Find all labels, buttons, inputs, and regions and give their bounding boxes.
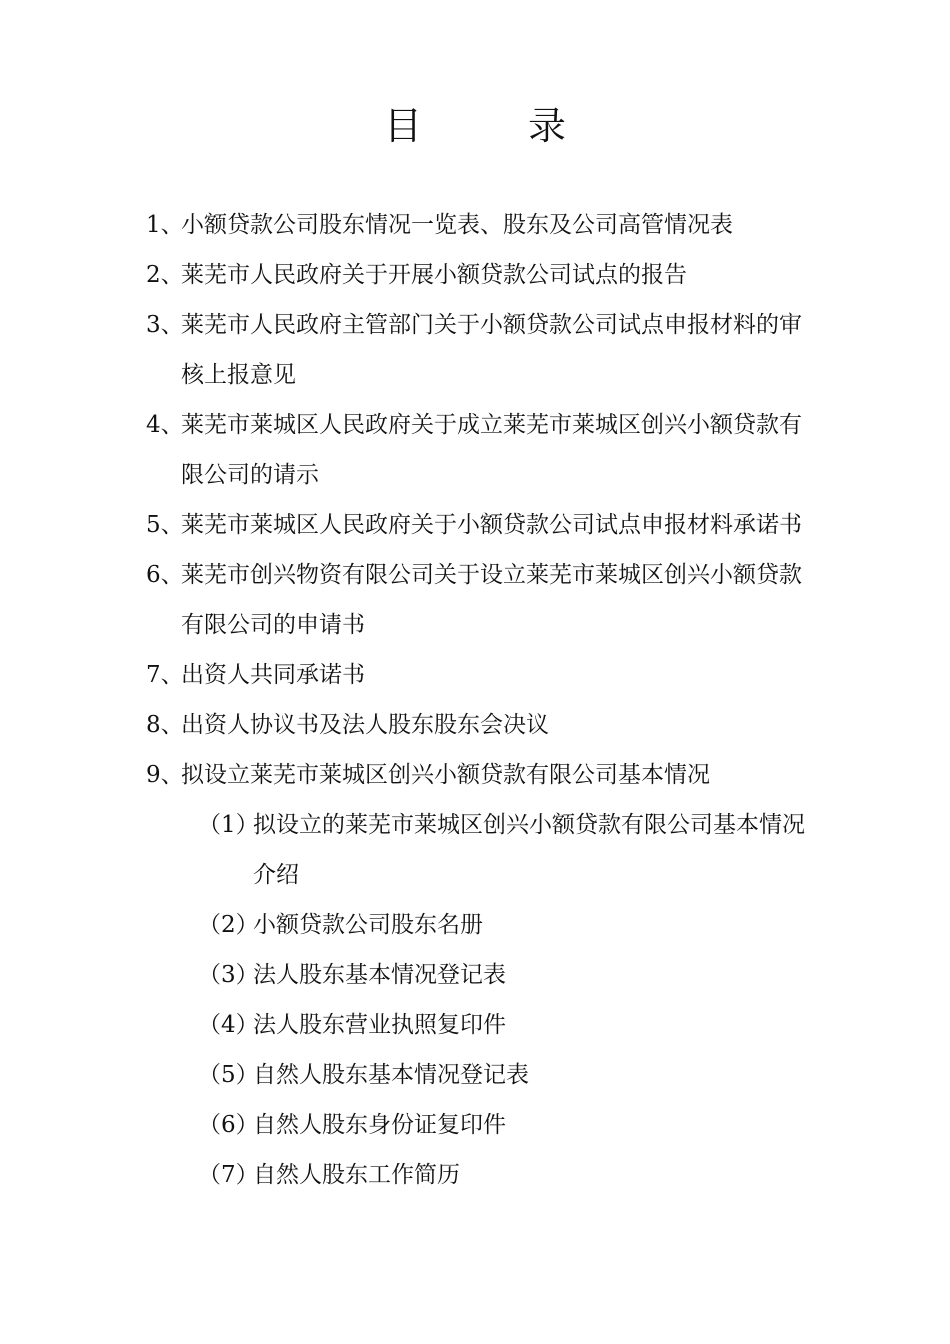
toc-subitem-text: 自然人股东身份证复印件 [253, 1112, 506, 1138]
toc-item-1 [146, 200, 816, 250]
toc-item-number: 7、 [146, 662, 184, 688]
toc-item-2 [146, 250, 816, 300]
toc-item-number: 4、 [146, 412, 184, 438]
toc-item-number: 8、 [146, 712, 184, 738]
toc-item-text: 莱芜市创兴物资有限公司关于设立莱芜市莱城区创兴小额贷款有限公司的申请书 [181, 562, 802, 638]
toc-item-text: 出资人协议书及法人股东股东会决议 [181, 712, 549, 738]
toc-subitem-text: 拟设立的莱芜市莱城区创兴小额贷款有限公司基本情况介绍 [253, 812, 805, 888]
toc-item-5 [146, 500, 816, 550]
toc-item-text: 莱芜市人民政府主管部门关于小额贷款公司试点申报材料的审核上报意见 [181, 312, 802, 388]
toc-subitem-number: （4） [198, 1012, 259, 1038]
toc-item-text: 拟设立莱芜市莱城区创兴小额贷款有限公司基本情况 [181, 762, 710, 788]
toc-item-9 [146, 750, 816, 800]
toc-item-number: 9、 [146, 762, 184, 788]
toc-item-text: 莱芜市莱城区人民政府关于小额贷款公司试点申报材料承诺书 [181, 512, 802, 538]
toc-subitem-text: 法人股东营业执照复印件 [253, 1012, 506, 1038]
toc-subitem-number: （3） [198, 962, 259, 988]
toc-subitem-6 [146, 1100, 816, 1150]
toc-item-8 [146, 700, 816, 750]
toc-item-7 [146, 650, 816, 700]
toc-subitem-text: 小额贷款公司股东名册 [253, 912, 483, 938]
toc-item-6 [146, 550, 816, 650]
table-of-contents [146, 200, 816, 1200]
toc-item-number: 1、 [146, 212, 184, 238]
toc-subitem-number: （6） [198, 1112, 259, 1138]
toc-subitem-text: 自然人股东工作简历 [253, 1162, 460, 1188]
toc-item-number: 2、 [146, 262, 184, 288]
toc-subitem-4 [146, 1000, 816, 1050]
toc-subitem-number: （1） [198, 812, 259, 838]
toc-item-3 [146, 300, 816, 400]
toc-subitem-1 [146, 800, 816, 900]
toc-item-text: 出资人共同承诺书 [181, 662, 365, 688]
toc-item-number: 6、 [146, 562, 184, 588]
toc-item-text: 莱芜市莱城区人民政府关于成立莱芜市莱城区创兴小额贷款有限公司的请示 [181, 412, 802, 488]
toc-subitem-5 [146, 1050, 816, 1100]
toc-item-4 [146, 400, 816, 500]
toc-subitem-number: （5） [198, 1062, 259, 1088]
toc-item-text: 小额贷款公司股东情况一览表、股东及公司高管情况表 [181, 212, 733, 238]
toc-subitem-7 [146, 1150, 816, 1200]
toc-subitem-2 [146, 900, 816, 950]
toc-subitem-text: 法人股东基本情况登记表 [253, 962, 506, 988]
toc-item-number: 5、 [146, 512, 184, 538]
page-title: 目 录 [383, 104, 600, 148]
toc-subitem-number: （7） [198, 1162, 259, 1188]
toc-item-number: 3、 [146, 312, 184, 338]
toc-subitem-number: （2） [198, 912, 259, 938]
toc-item-text: 莱芜市人民政府关于开展小额贷款公司试点的报告 [181, 262, 687, 288]
toc-subitem-3 [146, 950, 816, 1000]
toc-subitem-text: 自然人股东基本情况登记表 [253, 1062, 529, 1088]
